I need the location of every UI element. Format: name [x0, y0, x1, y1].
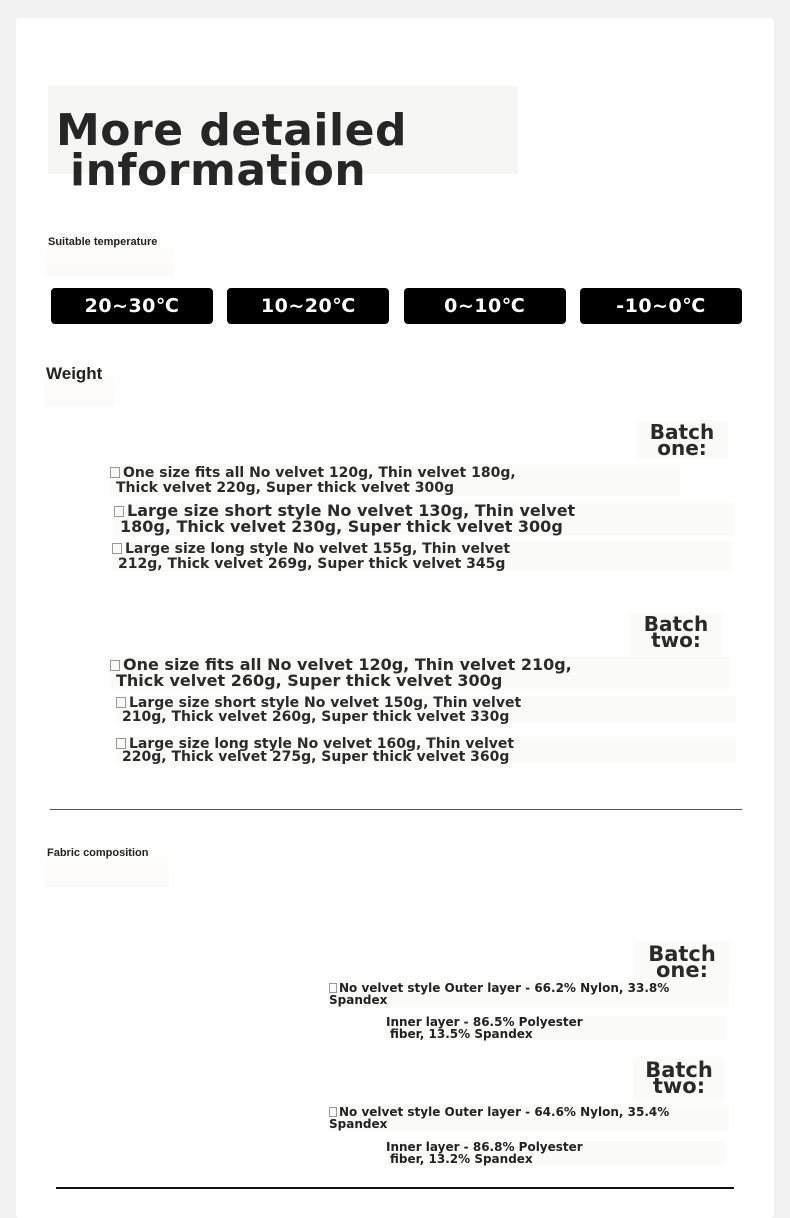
title-line-1: More detailed — [56, 105, 407, 156]
weight-batch-two-label: Batch two: — [630, 612, 722, 656]
weight-entry — [110, 657, 730, 689]
weight-entry — [116, 738, 736, 764]
bullet-icon — [110, 660, 120, 671]
weight-entry — [110, 466, 680, 496]
temperature-range: 0~10℃ — [404, 288, 566, 324]
fabric-inner-line: Inner layer - 86.8% Polyester — [386, 1140, 583, 1154]
title-line-2: information — [70, 145, 367, 196]
fabric-inner-layer — [386, 1141, 726, 1165]
weight-label: Weight — [44, 360, 114, 406]
weight-entry — [112, 542, 732, 572]
weight-entry-line: Large size long style No velvet 160g, Thin velvet — [129, 736, 515, 752]
fabric-inner-line: fiber, 13.2% Spandex — [390, 1152, 533, 1166]
fabric-outer-layer — [329, 982, 729, 1006]
bullet-icon — [329, 1107, 337, 1117]
bullet-icon — [110, 467, 120, 478]
temperature-ranges — [51, 288, 742, 324]
fabric-inner-line: Inner layer - 86.5% Polyester — [386, 1015, 583, 1029]
bullet-icon — [116, 738, 126, 749]
fabric-outer-text: No velvet style Outer layer - 66.2% Nylon, 33.8% Spandex — [329, 981, 670, 1007]
weight-entry-line: Large size short style No velvet 150g, Thin velvet — [129, 695, 522, 711]
fabric-label: Fabric composition — [45, 843, 169, 887]
weight-entry-line: 220g, Thick velvet 275g, Super thick velvet 360g — [122, 749, 510, 765]
weight-entry-line: 210g, Thick velvet 260g, Super thick velvet 330g — [122, 709, 510, 725]
weight-entry-line: Thick velvet 220g, Super thick velvet 300g — [116, 480, 454, 496]
weight-entry-line: Thick velvet 260g, Super thick velvet 300g — [116, 671, 503, 690]
fabric-inner-line: fiber, 13.5% Spandex — [390, 1027, 533, 1041]
temperature-range: 10~20℃ — [227, 288, 389, 324]
section-divider — [50, 809, 742, 810]
fabric-batch-one-label: Batch one: — [634, 942, 730, 984]
weight-entry — [116, 696, 736, 724]
page-title — [56, 105, 496, 196]
weight-entry-line: One size fits all No velvet 120g, Thin velvet 180g, — [123, 465, 516, 481]
bullet-icon — [116, 697, 126, 708]
fabric-batch-two-label: Batch two: — [633, 1058, 725, 1102]
weight-entry — [114, 503, 734, 535]
fabric-inner-layer — [386, 1016, 726, 1040]
weight-entry-line: 180g, Thick velvet 230g, Super thick velvet 300g — [120, 517, 563, 536]
weight-entry-line: One size fits all No velvet 120g, Thin velvet 210g, — [123, 655, 572, 674]
bottom-divider — [56, 1187, 734, 1189]
weight-entry-line: Large size short style No velvet 130g, Thin velvet — [127, 501, 576, 520]
bullet-icon — [112, 543, 122, 554]
weight-entry-line: 212g, Thick velvet 269g, Super thick velvet 345g — [118, 556, 506, 572]
weight-entry-line: Large size long style No velvet 155g, Thin velvet — [125, 541, 511, 557]
fabric-outer-layer — [329, 1106, 729, 1130]
temperature-range: -10~0℃ — [580, 288, 742, 324]
temperature-label: Suitable temperature — [46, 232, 174, 276]
bullet-icon — [114, 506, 124, 517]
bullet-icon — [329, 983, 337, 993]
fabric-outer-text: No velvet style Outer layer - 64.6% Nylon, 35.4% Spandex — [329, 1105, 670, 1131]
weight-batch-one-label: Batch one: — [636, 420, 728, 460]
temperature-range: 20~30℃ — [51, 288, 213, 324]
